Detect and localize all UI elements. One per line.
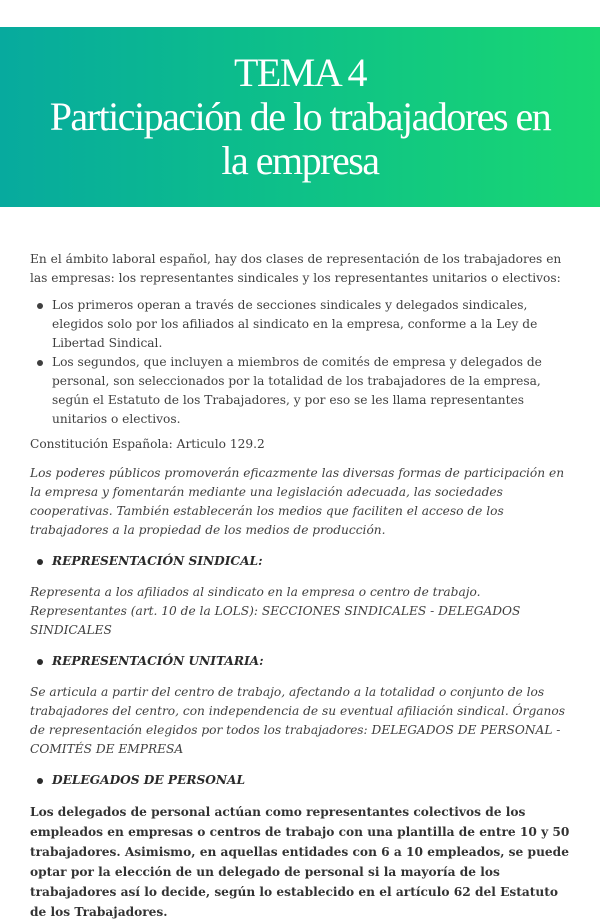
list-item (30, 353, 575, 429)
constitution-quote: Los poderes públicos promoverán eficazmente las diversas formas de participación en la empresa y fomentarán mediante una legislación adecuada, las sociedades cooperativas. También establecerán los medios que faciliten el acceso de los trabajadores a la propiedad de los medios de producción. (30, 466, 565, 537)
section-text-unitaria: Se articula a partir del centro de trabajo, afectando a la totalidad o conjunto de los trabajadores del centro, con independencia de su eventual afiliación sindical. Órganos de representación elegidos por todos los trabajadores: DELEGADOS DE PERSONAL - COMITÉS DE EMPRESA (30, 685, 565, 756)
constitution-reference: Constitución Española: Articulo 129.2 (30, 437, 265, 451)
intro-paragraph: En el ámbito laboral español, hay dos clases de representación de los trabajadores en las empresas: los representantes sindicales y los representantes unitarios o electivos: (30, 252, 562, 285)
bullet-icon (37, 303, 43, 309)
bullet-icon (37, 778, 43, 784)
page-title-line-2: Participación de lo trabajadores en (49, 94, 551, 139)
representation-types-list (30, 296, 575, 429)
page-title-line-1: TEMA 4 (233, 50, 367, 95)
section-text-delegados: Los delegados de personal actúan como representantes colectivos de los empleados en empresas o centros de trabajo con una plantilla de entre 10 y 50 trabajadores. Asimismo, en aquellas entidades con 6 a 10 empleados, se puede optar por la elección de un delegado de personal si la mayoría de los trabajadores así lo decide, según lo establecido en el artículo 62 del Estatuto de los Trabajadores. (30, 805, 570, 919)
section-heading-unitaria (30, 652, 575, 671)
section-heading-text: DELEGADOS DE PERSONAL (52, 773, 246, 787)
section-heading-delegados (30, 771, 575, 790)
section-heading-text: REPRESENTACIÓN UNITARIA: (52, 654, 264, 668)
bullet-icon (37, 559, 43, 565)
list-item (30, 296, 575, 353)
title-banner (0, 27, 600, 207)
list-item-text: Los primeros operan a través de secciones sindicales y delegados sindicales, elegidos solo por los afiliados al sindicato en la empresa, conforme a la Ley de Libertad Sindical. (52, 298, 538, 350)
bullet-icon (37, 360, 43, 366)
section-heading-text: REPRESENTACIÓN SINDICAL: (52, 554, 263, 568)
section-text-sindical: Representa a los afiliados al sindicato en la empresa o centro de trabajo. Representantes (art. 10 de la LOLS): SECCIONES SINDICALES - DELEGADOS SINDICALES (30, 585, 521, 637)
section-heading-sindical (30, 552, 575, 571)
document-body (30, 250, 575, 922)
page-title-line-3: la empresa (221, 138, 379, 183)
bullet-icon (37, 659, 43, 665)
list-item-text: Los segundos, que incluyen a miembros de comités de empresa y delegados de personal, son seleccionados por la totalidad de los trabajadores de la empresa, según el Estatuto de los Trabajadores, y por eso se les llama representantes unitarios o electivos. (52, 355, 542, 426)
